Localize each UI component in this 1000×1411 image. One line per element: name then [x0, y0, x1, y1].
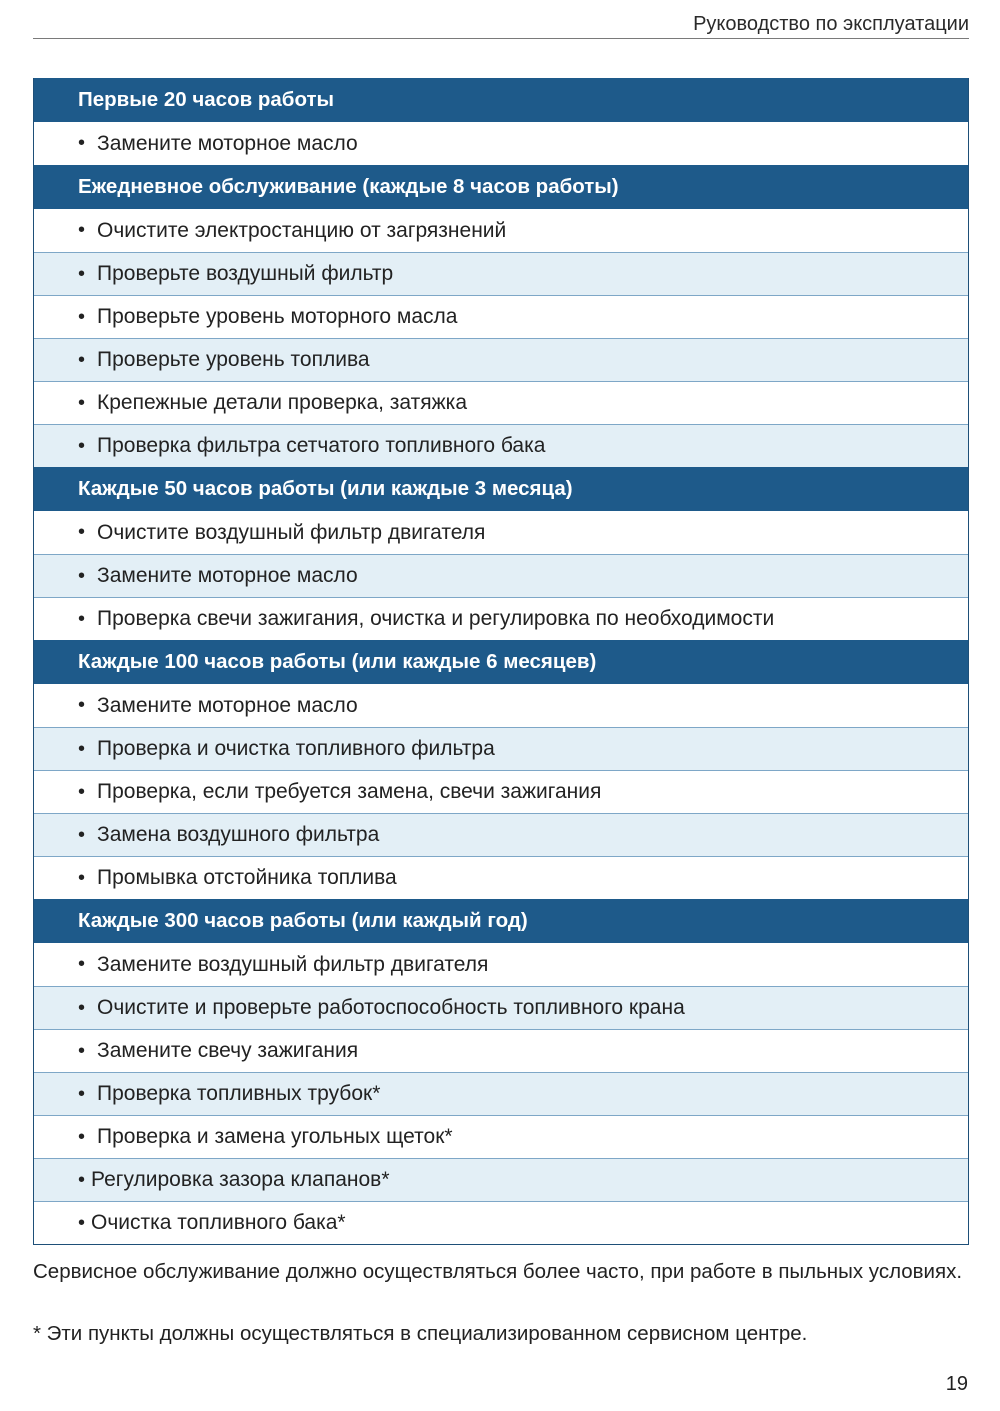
- schedule-item-text: Замените воздушный фильтр двигателя: [97, 952, 489, 976]
- schedule-item-text: Замените моторное масло: [97, 564, 358, 587]
- schedule-item-text: Проверка, если требуется замена, свечи зажигания: [97, 780, 602, 803]
- schedule-item-text: Замените моторное масло: [97, 131, 358, 155]
- schedule-item: [34, 684, 968, 727]
- bullet-icon: •: [78, 1039, 86, 1062]
- schedule-item: [34, 381, 968, 424]
- schedule-item: [34, 727, 968, 770]
- bullet-icon: •: [78, 434, 86, 457]
- schedule-item-text: Проверка топливных трубок*: [97, 1082, 381, 1105]
- schedule-item-text: Проверка и очистка топливного фильтра: [97, 737, 495, 760]
- section-header: Каждые 300 часов работы (или каждый год): [34, 899, 968, 943]
- schedule-item-text: Проверка и замена угольных щеток*: [97, 1125, 453, 1148]
- schedule-item: [34, 209, 968, 252]
- section-header: Каждые 50 часов работы (или каждые 3 месяца): [34, 467, 968, 511]
- schedule-item-text: Очистите воздушный фильтр двигателя: [97, 520, 486, 544]
- schedule-item: [34, 511, 968, 554]
- schedule-item: [34, 295, 968, 338]
- bullet-icon: •: [78, 348, 86, 371]
- schedule-item: [34, 252, 968, 295]
- bullet-icon: •: [78, 737, 86, 760]
- bullet-icon: •: [78, 996, 86, 1019]
- schedule-item: [34, 813, 968, 856]
- schedule-item: [34, 1072, 968, 1115]
- bullet-icon: •: [78, 1125, 86, 1148]
- schedule-item: [34, 1029, 968, 1072]
- schedule-item-text: Проверка фильтра сетчатого топливного бака: [97, 434, 546, 457]
- page-header: [33, 0, 969, 39]
- schedule-item: [34, 122, 968, 165]
- bullet-icon: •: [78, 262, 86, 285]
- service-center-note: * Эти пункты должны осуществляться в специализированном сервисном центре.: [33, 1322, 808, 1345]
- bullet-icon: •: [78, 953, 86, 975]
- bullet-icon: •: [78, 391, 86, 414]
- bullet-icon: •: [78, 305, 86, 328]
- bullet-icon: •: [78, 1082, 86, 1105]
- schedule-item-text: Проверьте уровень моторного масла: [97, 305, 458, 328]
- schedule-item: [34, 986, 968, 1029]
- schedule-item-text: Замена воздушного фильтра: [97, 823, 380, 846]
- schedule-item-text: Очистите электростанцию от загрязнений: [97, 218, 507, 242]
- bullet-icon: •: [78, 132, 86, 154]
- dust-conditions-note: Сервисное обслуживание должно осуществляться более часто, при работе в пыльных условиях.: [33, 1260, 963, 1283]
- schedule-item-text: Крепежные детали проверка, затяжка: [97, 391, 468, 414]
- schedule-item: [34, 1201, 968, 1244]
- schedule-item-text: Проверьте воздушный фильтр: [97, 262, 394, 285]
- bullet-icon: •: [78, 1168, 86, 1191]
- bullet-icon: •: [78, 694, 86, 716]
- schedule-item: [34, 943, 968, 986]
- bullet-icon: •: [78, 1211, 86, 1234]
- page-number: 19: [945, 1373, 968, 1395]
- schedule-item: [34, 770, 968, 813]
- schedule-item: [34, 856, 968, 899]
- schedule-item: [34, 597, 968, 640]
- schedule-item-text: Проверьте уровень топлива: [97, 348, 370, 371]
- schedule-item: [34, 338, 968, 381]
- section-header: Ежедневное обслуживание (каждые 8 часов работы): [34, 165, 968, 209]
- bullet-icon: •: [78, 607, 86, 630]
- document-title: Руководство по эксплуатации: [693, 13, 969, 35]
- maintenance-schedule-table: [33, 78, 969, 1245]
- schedule-item: [34, 554, 968, 597]
- section-header: Каждые 100 часов работы (или каждые 6 месяцев): [34, 640, 968, 684]
- schedule-item-text: Промывка отстойника топлива: [97, 866, 397, 889]
- bullet-icon: •: [78, 780, 86, 803]
- bullet-icon: •: [78, 564, 86, 587]
- schedule-item: [34, 1115, 968, 1158]
- bullet-icon: •: [78, 823, 86, 846]
- schedule-item: [34, 424, 968, 467]
- section-header: Первые 20 часов работы: [34, 78, 968, 122]
- schedule-item-text: Очистите и проверьте работоспособность топливного крана: [97, 996, 685, 1019]
- bullet-icon: •: [78, 521, 86, 543]
- bullet-icon: •: [78, 219, 86, 241]
- schedule-item-text: Замените моторное масло: [97, 693, 358, 717]
- schedule-item-text: Очистка топливного бака*: [91, 1211, 346, 1234]
- schedule-item-text: Проверка свечи зажигания, очистка и регулировка по необходимости: [97, 607, 775, 630]
- schedule-item-text: Замените свечу зажигания: [97, 1039, 359, 1062]
- bullet-icon: •: [78, 866, 86, 889]
- schedule-item: [34, 1158, 968, 1201]
- schedule-item-text: Регулировка зазора клапанов*: [91, 1168, 390, 1191]
